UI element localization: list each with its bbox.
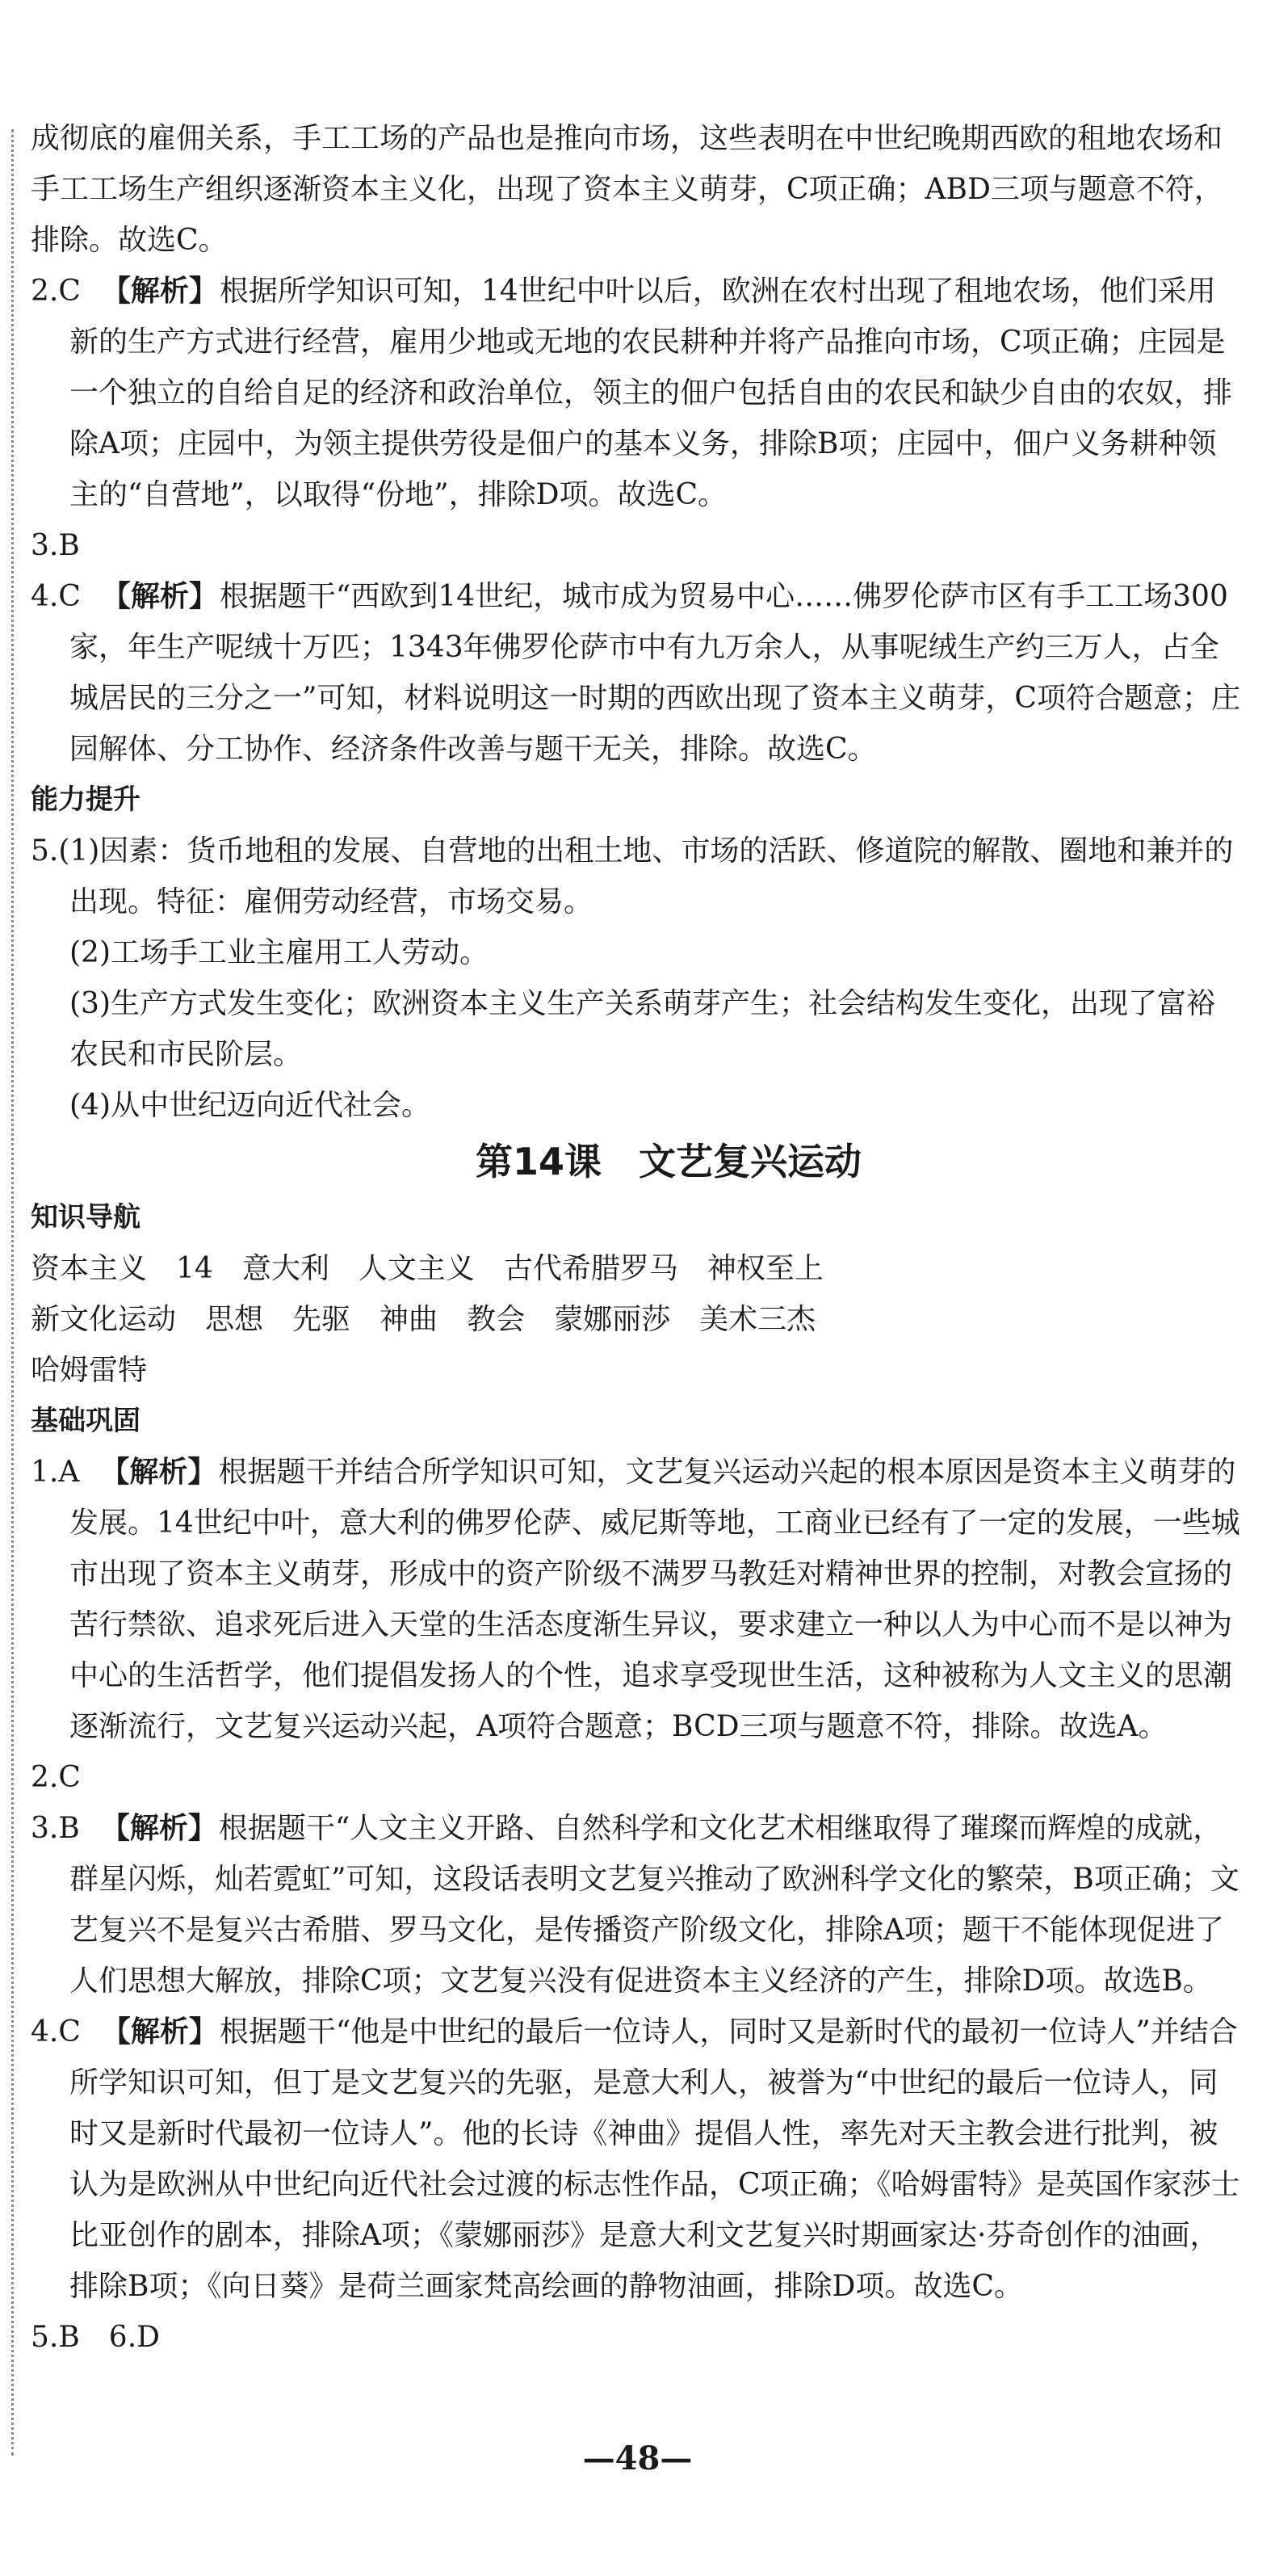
answer-number: 4.C bbox=[31, 2015, 81, 2049]
analysis-tag: 【解析】 bbox=[100, 1812, 217, 1845]
keyword: 14 bbox=[176, 1252, 213, 1285]
keyword: 神曲 bbox=[380, 1303, 438, 1336]
answer-text: 根据题干“人文主义开路、自然科学和文化艺术相继取得了璀璨而辉煌的成就，群星闪烁，灿若霓虹”可知，这段话表明文艺复兴推动了欧洲科学文化的繁荣，B项正确；文艺复兴不是复兴古希腊、罗马文化，是传播资产阶级文化，排除A项；题干不能体现促进了人们思想大解放，排除C项；文艺复兴没有促进资本主义经济的产生，排除D项。故选B。 bbox=[69, 1812, 1239, 1998]
intro-paragraph: 成彻底的雇佣关系，手工工场的产品也是推向市场，这些表明在中世纪晚期西欧的租地农场和手工工场生产组织逐渐资本主义化，出现了资本主义萌芽，C项正确；ABD三项与题意不符，排除。故选C。 bbox=[31, 122, 1223, 257]
answer-number: 2.C bbox=[31, 275, 81, 308]
keyword: 人文主义 bbox=[358, 1252, 475, 1285]
answer-text: (1)因素：货币地租的发展、自营地的出租土地、市场的活跃、修道院的解散、圈地和兼并的出现。特征：雇佣劳动经营，市场交易。 bbox=[58, 834, 1234, 918]
section-heading-guide: 知识导航 bbox=[31, 1201, 141, 1233]
keyword: 思想 bbox=[205, 1303, 264, 1336]
keyword: 古代希腊罗马 bbox=[503, 1252, 678, 1285]
answer-content bbox=[31, 113, 1242, 2363]
answer-text: 根据题干“他是中世纪的最后一位诗人，同时又是新时代的最初一位诗人”并结合所学知识可知，但丁是文艺复兴的先驱，是意大利人，被誉为“中世纪的最后一位诗人，同时又是新时代最初一位诗人”。他的长诗《神曲》提倡人性，率先对天主教会进行批判，被认为是欧洲从中世纪向近代社会过渡的标志性作品，C项正确；《哈姆雷特》是英国作家莎士比亚创作的剧本，排除A项；《蒙娜丽莎》是意大利文艺复兴时期画家达·芬奇创作的油画，排除B项；《向日葵》是荷兰画家梵高绘画的静物油画，排除D项。故选C。 bbox=[69, 2015, 1240, 2303]
answer-subitem: (2)工场手工业主雇用工人劳动。 bbox=[69, 936, 489, 969]
keyword: 资本主义 bbox=[31, 1252, 148, 1285]
answer-number: 2.C bbox=[31, 1761, 81, 1794]
analysis-tag: 【解析】 bbox=[101, 2015, 218, 2049]
answer-item bbox=[31, 1447, 1242, 1752]
keyword-row bbox=[31, 1294, 1242, 1345]
lesson-title: 第14课 文艺复兴运动 bbox=[475, 1140, 862, 1183]
page-number: —48— bbox=[582, 2439, 693, 2477]
answer-text: 根据题干并结合所学知识可知，文艺复兴运动兴起的根本原因是资本主义萌芽的发展。14世纪中叶，意大利的佛罗伦萨、威尼斯等地，工商业已经有了一定的发展，一些城市出现了资本主义萌芽，形成中的资产阶级不满罗马教廷对精神世界的控制，对教会宣扬的苦行禁欲、追求死后进入天堂的生活态度渐生异议，要求建立一种以人为中心而不是以神为中心的生活哲学，他们提倡发扬人的个性，追求享受现世生活，这种被称为人文主义的思潮逐渐流行，文艺复兴运动兴起，A项符合题意；BCD三项与题意不符，排除。故选A。 bbox=[69, 1456, 1240, 1743]
answer-subitem: (3)生产方式发生变化；欧洲资本主义生产关系萌芽产生；社会结构发生变化，出现了富裕农民和市民阶层。 bbox=[69, 987, 1215, 1071]
answer-number: 5. bbox=[31, 834, 59, 868]
keyword: 先驱 bbox=[292, 1303, 351, 1336]
answer-number: 3.B bbox=[31, 529, 80, 562]
keyword: 蒙娜丽莎 bbox=[554, 1303, 671, 1336]
answer-number: 1.A bbox=[31, 1456, 80, 1489]
answer-text: 根据所学知识可知，14世纪中叶以后，欧洲在农村出现了租地农场，他们采用新的生产方式进行经营，雇用少地或无地的农民耕种并将产品推向市场，C项正确；庄园是一个独立的自给自足的经济和政治单位，领主的佃户包括自由的农民和缺少自由的农奴，排除A项；庄园中，为领主提供劳役是佃户的基本义务，排除B项；庄园中，佃户义务耕种领主的“自营地”，以取得“份地”，排除D项。故选C。 bbox=[69, 275, 1233, 511]
keyword-row bbox=[31, 1345, 1242, 1396]
section-heading-basic: 基础巩固 bbox=[31, 1405, 141, 1437]
keyword: 哈姆雷特 bbox=[31, 1354, 148, 1387]
answer-subitem: (4)从中世纪迈向近代社会。 bbox=[69, 1089, 430, 1122]
left-margin-rule bbox=[11, 129, 14, 2456]
keyword: 美术三杰 bbox=[699, 1303, 816, 1336]
answer-item bbox=[31, 520, 1242, 571]
analysis-tag: 【解析】 bbox=[100, 1456, 217, 1489]
keyword-row bbox=[31, 1243, 1242, 1294]
answer-item bbox=[31, 1752, 1242, 1803]
keyword: 神权至上 bbox=[707, 1252, 824, 1285]
answer-item bbox=[31, 2007, 1242, 2312]
answer-text: 根据题干“西欧到14世纪，城市成为贸易中心……佛罗伦萨市区有手工工场300家，年生产呢绒十万匹；1343年佛罗伦萨市中有九万余人，从事呢绒生产约三万人，占全城居民的三分之一”可知，材料说明这一时期的西欧出现了资本主义萌芽，C项符合题意；庄园解体、分工协作、经济条件改善与题干无关，排除。故选C。 bbox=[69, 580, 1240, 766]
answer-item bbox=[31, 826, 1242, 927]
keyword: 意大利 bbox=[241, 1252, 329, 1285]
section-heading-ability: 能力提升 bbox=[31, 784, 141, 816]
keyword: 新文化运动 bbox=[31, 1303, 177, 1336]
answer-item bbox=[31, 1803, 1242, 2007]
answer-item bbox=[31, 266, 1242, 520]
answer-item-last: 5.B 6.D bbox=[31, 2321, 161, 2354]
answer-item bbox=[31, 571, 1242, 775]
analysis-tag: 【解析】 bbox=[101, 580, 218, 613]
answer-number: 4.C bbox=[31, 580, 81, 613]
keyword: 教会 bbox=[467, 1303, 526, 1336]
analysis-tag: 【解析】 bbox=[101, 275, 218, 308]
answer-number: 3.B bbox=[31, 1812, 80, 1845]
